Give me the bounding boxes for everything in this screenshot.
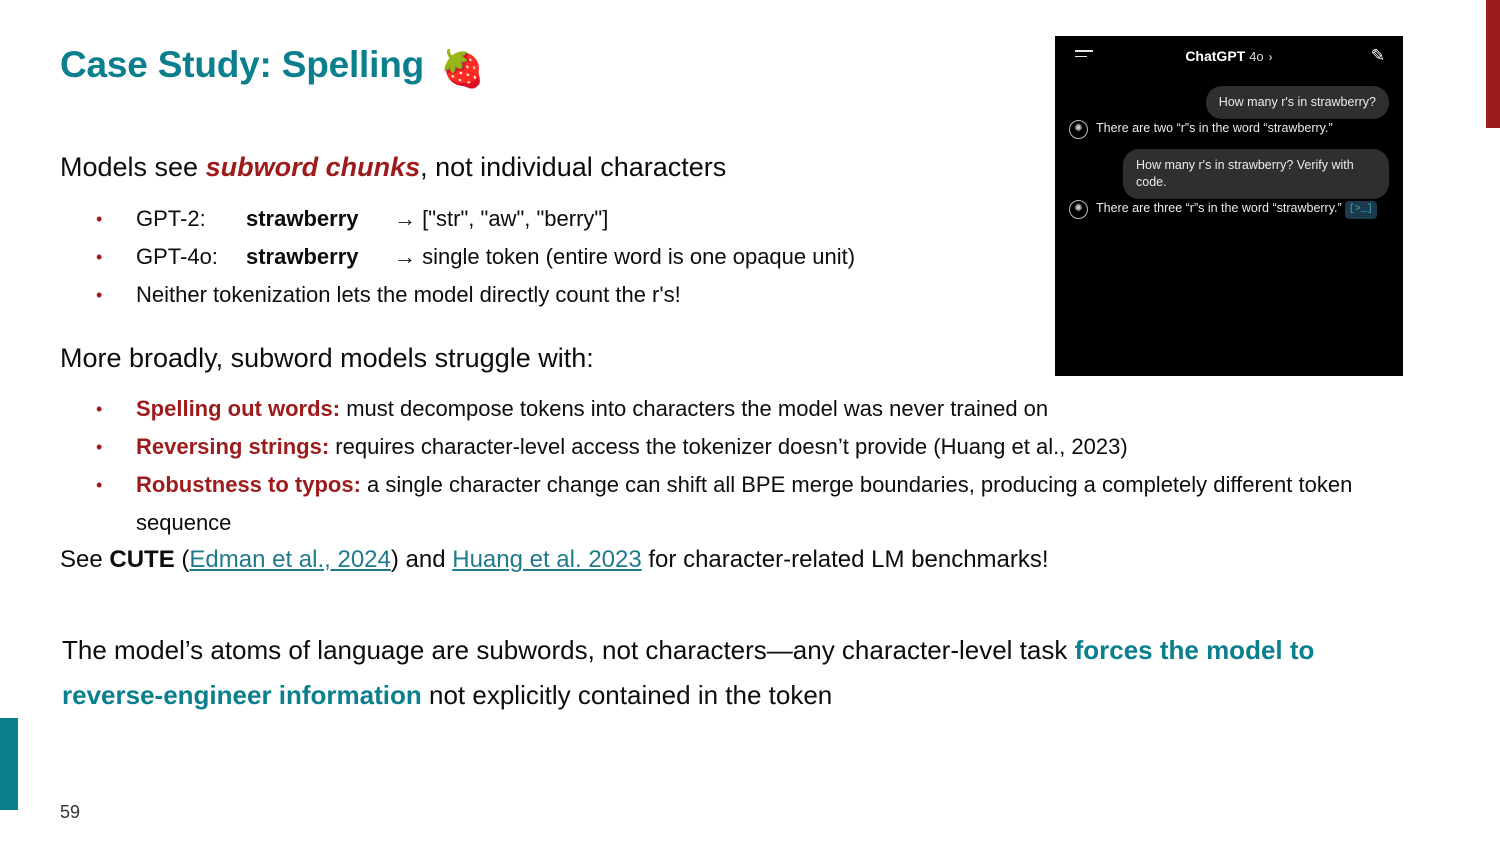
struggle-3-label: Robustness to typos: [136, 472, 361, 497]
closing-statement [62, 628, 1402, 718]
struggle-2-text: requires character-level access the tokenizer doesn’t provide (Huang et al., 2023) [329, 434, 1128, 459]
see-open-paren: ( [174, 546, 190, 573]
list-item [88, 200, 855, 238]
link-huang-2023[interactable]: Huang et al. 2023 [452, 546, 642, 573]
list-item [88, 428, 1428, 466]
list-item [88, 466, 1428, 542]
lead1-before: Models see [60, 152, 206, 182]
bullet-1-label: GPT-2: [136, 206, 206, 231]
bullet-3-rest: Neither tokenization lets the model directly count the r's! [136, 282, 681, 307]
struggle-3-text: a single character change can shift all BPE merge boundaries, producing a completely different token sequence [136, 472, 1353, 535]
lead1-emphasis: subword chunks [205, 152, 421, 182]
lead-statement-1 [60, 152, 726, 183]
see-middle: ) and [390, 546, 453, 573]
code-analysis-icon[interactable]: [>_] [1345, 201, 1377, 219]
closing-part1: The model’s atoms of language are subwords, not characters—any character-level task [62, 635, 1075, 665]
menu-icon[interactable] [1075, 50, 1093, 61]
decorative-accent-top-right [1486, 0, 1500, 128]
openai-logo-icon: ✺ [1069, 200, 1088, 219]
bullet-1-rest: → ["str", "aw", "berry"] [394, 206, 609, 231]
chat-message-assistant-1-text: There are two “r”s in the word “strawberry.” [1096, 121, 1333, 135]
compose-icon[interactable]: ✎ [1370, 46, 1385, 65]
references-line [60, 546, 1049, 574]
list-item [88, 276, 855, 314]
chat-message-assistant-2-body: There are three “r”s in the word “strawberry.” [1096, 201, 1342, 215]
see-prefix: See [60, 546, 110, 573]
chat-message-assistant-2-text [1096, 199, 1377, 219]
see-suffix: for character-related LM benchmarks! [641, 546, 1049, 573]
bullet-list-struggles [88, 390, 1428, 542]
bullet-list-tokenization [88, 200, 855, 314]
list-item [88, 238, 855, 276]
bullet-2-rest: → single token (entire word is one opaque unit) [394, 244, 856, 269]
bullet-1-word: strawberry [246, 206, 359, 231]
decorative-accent-left-bottom [0, 718, 18, 810]
link-edman-2024[interactable]: Edman et al., 2024 [189, 546, 391, 573]
chatgpt-screenshot [1055, 36, 1403, 376]
lead1-after: , not individual characters [420, 152, 727, 182]
benchmark-name: CUTE [109, 546, 175, 573]
page-title [60, 44, 485, 90]
closing-part2: not explicitly contained in the token [421, 680, 833, 710]
struggle-2-label: Reversing strings: [136, 434, 330, 459]
page-title-text: Case Study: Spelling [60, 44, 425, 85]
openai-logo-icon: ✺ [1069, 120, 1088, 139]
struggle-1-text: must decompose tokens into characters the model was never trained on [340, 396, 1049, 421]
closing-highlight: forces the model to reverse-engineer information [62, 635, 1315, 710]
page-number: 59 [60, 802, 81, 822]
bullet-2-label: GPT-4o: [136, 244, 218, 269]
chat-topbar [1055, 36, 1403, 76]
chat-model-selector[interactable] [1185, 48, 1272, 64]
list-item [88, 390, 1428, 428]
chat-message-assistant-1 [1069, 119, 1389, 139]
lead-statement-2: More broadly, subword models struggle with: [60, 343, 594, 373]
strawberry-icon: 🍓 [440, 48, 485, 89]
chevron-right-icon: › [1268, 50, 1273, 64]
bullet-2-word: strawberry [246, 244, 359, 269]
struggle-1-label: Spelling out words: [136, 396, 341, 421]
chat-model-name: 4o [1249, 49, 1264, 64]
chat-message-user-1: How many r's in strawberry? [1206, 86, 1389, 119]
chat-message-user-2: How many r's in strawberry? Verify with code. [1123, 149, 1389, 199]
chat-message-assistant-2 [1069, 199, 1389, 219]
chat-title-text: ChatGPT [1185, 48, 1246, 64]
